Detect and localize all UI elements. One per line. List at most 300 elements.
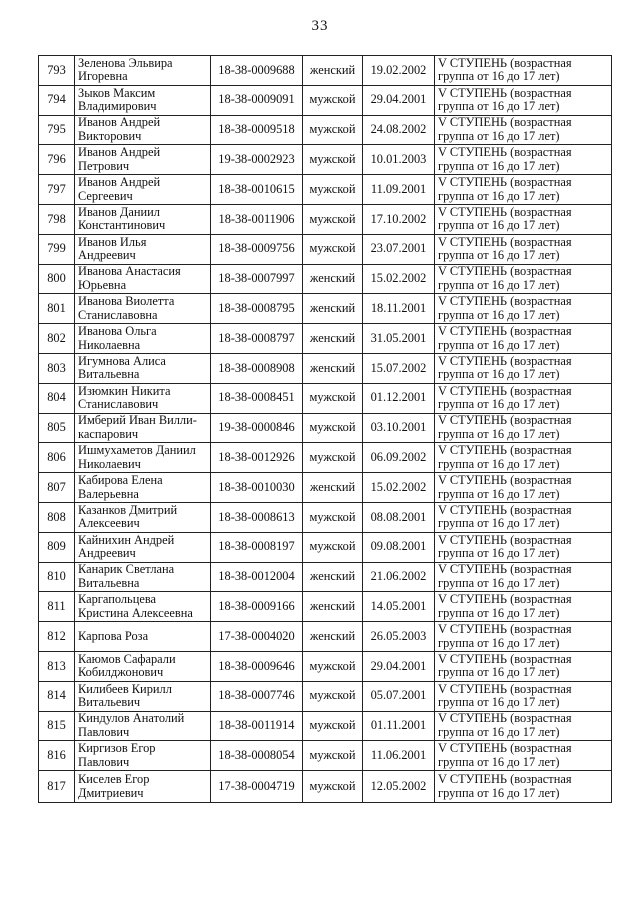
gender-cell [303,85,363,115]
row-number: 816 [47,747,66,762]
birth-date-cell [363,651,435,681]
level-cell [435,592,612,622]
level-cell [435,771,612,803]
person-name-line2: Константинович [78,218,166,233]
gender-cell [303,502,363,532]
person-name-line2: Павлович [78,724,130,739]
level-cell [435,473,612,503]
table-row [39,741,612,771]
birth-date: 18.11.2001 [370,301,427,316]
person-name-line1: Каюмов Сафарали [78,651,176,666]
person-name-cell [75,264,211,294]
birth-date: 23.07.2001 [370,241,427,256]
table-row [39,502,612,532]
gender-cell [303,234,363,264]
level-line1: V СТУПЕНЬ (возрастная [438,145,572,160]
birth-date-cell [363,532,435,562]
person-name-line2: каспарович [78,426,139,441]
uin-number: 18-38-0009688 [218,62,295,77]
person-name-line2: Дмитриевич [78,785,144,800]
uin-number: 18-38-0012004 [218,569,295,584]
person-name-cell [75,234,211,264]
birth-date-cell [363,353,435,383]
level-line2: группа от 16 до 17 лет) [438,248,560,263]
uin-number: 18-38-0009646 [218,658,295,673]
person-name-cell [75,532,211,562]
gender: мужской [309,390,356,405]
uin-cell [211,56,303,86]
level-cell [435,443,612,473]
row-number: 796 [47,152,66,167]
uin-cell [211,562,303,592]
level-cell [435,56,612,86]
gender-cell [303,353,363,383]
person-name-line1: Иванов Даниил [78,204,160,219]
row-number-cell [39,413,75,443]
uin-cell [211,115,303,145]
table-row [39,56,612,86]
level-cell [435,532,612,562]
person-name-line1: Иванов Андрей [78,175,161,190]
level-cell [435,413,612,443]
uin-number: 18-38-0009518 [218,122,295,137]
uin-number: 17-38-0004719 [218,778,295,793]
person-name-line1: Иванов Андрей [78,145,161,160]
row-number: 793 [47,62,66,77]
table-row [39,204,612,234]
uin-number: 18-38-0008451 [218,390,295,405]
person-name-line2: Сергеевич [78,188,133,203]
person-name-line1: Карпова Роза [78,628,149,643]
gender-cell [303,711,363,741]
gender-cell [303,592,363,622]
row-number: 794 [47,92,66,107]
uin-cell [211,592,303,622]
person-name-line2: Алексеевич [78,516,140,531]
row-number: 813 [47,658,66,673]
table-row [39,413,612,443]
gender-cell [303,383,363,413]
row-number: 800 [47,271,66,286]
level-line2: группа от 16 до 17 лет) [438,188,560,203]
uin-cell [211,324,303,354]
person-name-line2: Павлович [78,754,130,769]
person-name-cell [75,145,211,175]
uin-number: 18-38-0008795 [218,301,295,316]
birth-date-cell [363,562,435,592]
birth-date-cell [363,204,435,234]
uin-number: 18-38-0008908 [218,360,295,375]
row-number-cell [39,771,75,803]
uin-cell [211,741,303,771]
person-name-line1: Изюмкин Никита [78,383,171,398]
level-line2: группа от 16 до 17 лет) [438,277,560,292]
row-number: 806 [47,450,66,464]
row-number-cell [39,651,75,681]
gender: мужской [309,122,356,137]
gender-cell [303,741,363,771]
gender-cell [303,532,363,562]
level-line1: V СТУПЕНЬ (возрастная [438,353,572,368]
uin-cell [211,681,303,711]
row-number-cell [39,234,75,264]
person-name-cell [75,562,211,592]
uin-number: 18-38-0012926 [218,450,295,464]
level-line2: группа от 16 до 17 лет) [438,99,560,114]
row-number-cell [39,622,75,652]
gender-cell [303,115,363,145]
uin-number: 18-38-0010615 [218,181,295,196]
level-line1: V СТУПЕНЬ (возрастная [438,741,572,756]
row-number-cell [39,175,75,205]
level-line1: V СТУПЕНЬ (возрастная [438,175,572,190]
uin-number: 18-38-0007997 [218,271,295,286]
level-cell [435,204,612,234]
level-line2: группа от 16 до 17 лет) [438,546,560,561]
uin-cell [211,145,303,175]
birth-date: 21.06.2002 [370,569,427,584]
person-name-line1: Канарик Светлана [78,562,175,577]
page-number: 33 [311,18,329,34]
gender: мужской [309,152,356,167]
uin-cell [211,294,303,324]
level-line2: группа от 16 до 17 лет) [438,307,560,322]
level-cell [435,175,612,205]
row-number: 810 [47,569,66,584]
row-number: 808 [47,509,66,524]
birth-date: 03.10.2001 [370,420,427,435]
table-row [39,562,612,592]
level-cell [435,711,612,741]
row-number-cell [39,592,75,622]
level-line1: V СТУПЕНЬ (возрастная [438,383,572,398]
table-row [39,324,612,354]
person-name-cell [75,383,211,413]
birth-date: 29.04.2001 [370,658,427,673]
birth-date: 15.07.2002 [370,360,427,375]
row-number: 805 [47,420,66,435]
table-row [39,592,612,622]
table-row [39,353,612,383]
row-number-cell [39,56,75,86]
birth-date-cell [363,711,435,741]
table-row [39,711,612,741]
level-line2: группа от 16 до 17 лет) [438,128,560,143]
uin-cell [211,771,303,803]
uin-number: 18-38-0008197 [218,539,295,554]
table-row [39,532,612,562]
table-row [39,294,612,324]
uin-number: 18-38-0008613 [218,509,295,524]
level-cell [435,85,612,115]
gender: мужской [309,450,356,464]
level-line1: V СТУПЕНЬ (возрастная [438,294,572,309]
uin-cell [211,383,303,413]
birth-date-cell [363,681,435,711]
table-row [39,473,612,503]
level-cell [435,681,612,711]
level-cell [435,502,612,532]
uin-number: 18-38-0009166 [218,598,295,613]
gender: мужской [309,778,356,793]
level-line2: группа от 16 до 17 лет) [438,397,560,412]
person-name-line2: Юрьевна [78,277,127,292]
gender-cell [303,145,363,175]
person-name-cell [75,502,211,532]
birth-date-cell [363,175,435,205]
level-line1: V СТУПЕНЬ (возрастная [438,324,572,339]
uin-cell [211,204,303,234]
level-line1: V СТУПЕНЬ (возрастная [438,473,572,488]
gender-cell [303,264,363,294]
person-name-line2: Андреевич [78,546,136,561]
person-name-line2: Витальевич [78,695,141,710]
person-name-line1: Игумнова Алиса [78,353,166,368]
person-name-line1: Иванова Ольга [78,324,157,339]
person-name-cell [75,681,211,711]
level-line1: V СТУПЕНЬ (возрастная [438,562,572,577]
level-line2: группа от 16 до 17 лет) [438,724,560,739]
level-cell [435,651,612,681]
level-line1: V СТУПЕНЬ (возрастная [438,234,572,249]
row-number: 811 [47,598,66,613]
row-number-cell [39,443,75,473]
person-name-cell [75,56,211,86]
gender-cell [303,294,363,324]
birth-date: 26.05.2003 [370,628,427,643]
level-cell [435,562,612,592]
table-row [39,175,612,205]
uin-number: 18-38-0009756 [218,241,295,256]
person-name-cell [75,115,211,145]
gender-cell [303,175,363,205]
row-number: 795 [47,122,66,137]
person-name-cell [75,741,211,771]
table-row [39,651,612,681]
gender: мужской [309,539,356,554]
level-line2: группа от 16 до 17 лет) [438,337,560,352]
uin-number: 17-38-0004020 [218,628,295,643]
level-line1: V СТУПЕНЬ (возрастная [438,502,572,517]
birth-date: 08.08.2001 [370,509,427,524]
level-line1: V СТУПЕНЬ (возрастная [438,204,572,219]
gender: мужской [309,420,356,435]
uin-cell [211,711,303,741]
person-name-cell [75,622,211,652]
gender-cell [303,324,363,354]
birth-date-cell [363,413,435,443]
birth-date: 29.04.2001 [370,92,427,107]
person-name-cell [75,204,211,234]
birth-date: 15.02.2002 [370,271,427,286]
person-name-cell [75,85,211,115]
gender-cell [303,473,363,503]
level-line2: группа от 16 до 17 лет) [438,486,560,501]
person-name-line1: Зеленова Эльвира [78,55,173,70]
level-cell [435,324,612,354]
gender: мужской [309,92,356,107]
birth-date-cell [363,56,435,86]
table-row [39,115,612,145]
birth-date-cell [363,443,435,473]
level-line2: группа от 16 до 17 лет) [438,605,560,620]
level-line1: V СТУПЕНЬ (возрастная [438,651,572,666]
birth-date-cell [363,234,435,264]
person-name-line1: Кабирова Елена [78,473,163,488]
uin-cell [211,85,303,115]
uin-number: 18-38-0009091 [218,92,295,107]
level-line2: группа от 16 до 17 лет) [438,69,560,84]
level-line1: V СТУПЕНЬ (возрастная [438,85,572,100]
uin-cell [211,413,303,443]
row-number: 803 [47,360,66,375]
uin-number: 18-38-0008054 [218,747,295,762]
person-name-cell [75,592,211,622]
person-name-line2: Владимирович [78,99,157,114]
gender-cell [303,622,363,652]
row-number: 799 [47,241,66,256]
birth-date: 06.09.2002 [370,450,427,464]
birth-date: 24.08.2002 [370,122,427,137]
level-line2: группа от 16 до 17 лет) [438,456,560,471]
row-number: 804 [47,390,66,405]
person-name-line1: Имберий Иван Вилли- [78,413,197,428]
person-name-line2: Игоревна [78,69,128,84]
person-name-cell [75,175,211,205]
level-line1: V СТУПЕНЬ (возрастная [438,772,572,787]
row-number-cell [39,741,75,771]
level-line2: группа от 16 до 17 лет) [438,785,560,800]
uin-cell [211,651,303,681]
birth-date: 05.07.2001 [370,688,427,703]
birth-date-cell [363,264,435,294]
person-name-line1: Иванов Илья [78,234,147,249]
level-line1: V СТУПЕНЬ (возрастная [438,55,572,70]
person-name-cell [75,294,211,324]
person-name-line2: Викторович [78,128,142,143]
row-number-cell [39,264,75,294]
gender-cell [303,443,363,473]
birth-date-cell [363,771,435,803]
gender-cell [303,413,363,443]
level-line1: V СТУПЕНЬ (возрастная [438,622,572,637]
gender: мужской [309,658,356,673]
person-name-line1: Зыков Максим [78,85,156,100]
table-row [39,622,612,652]
person-name-line1: Иванов Андрей [78,115,161,130]
gender-cell [303,204,363,234]
person-name-cell [75,711,211,741]
level-line1: V СТУПЕНЬ (возрастная [438,711,572,726]
person-name-line2: Станиславовна [78,307,158,322]
birth-date-cell [363,85,435,115]
level-line2: группа от 16 до 17 лет) [438,218,560,233]
level-line2: группа от 16 до 17 лет) [438,635,560,650]
table-row [39,85,612,115]
uin-number: 18-38-0011906 [218,211,295,226]
uin-cell [211,532,303,562]
level-line2: группа от 16 до 17 лет) [438,158,560,173]
gender: женский [309,628,356,643]
table-row [39,264,612,294]
uin-number: 18-38-0008797 [218,330,295,345]
uin-number: 18-38-0007746 [218,688,295,703]
gender-cell [303,771,363,803]
row-number: 809 [47,539,66,554]
level-line2: группа от 16 до 17 лет) [438,426,560,441]
gender-cell [303,681,363,711]
person-name-line2: Андреевич [78,248,136,263]
uin-number: 19-38-0002923 [218,152,295,167]
table-row [39,771,612,803]
table-row [39,145,612,175]
row-number-cell [39,324,75,354]
table-row [39,443,612,473]
uin-cell [211,473,303,503]
gender-cell [303,651,363,681]
gender: женский [309,479,356,494]
gender: мужской [309,181,356,196]
person-name-line1: Ишмухаметов Даниил [78,443,196,458]
person-name-line1: Каргапольцева [78,592,157,607]
row-number-cell [39,681,75,711]
row-number: 807 [47,479,66,494]
gender: мужской [309,718,356,733]
level-cell [435,145,612,175]
uin-cell [211,264,303,294]
uin-cell [211,234,303,264]
person-name-line2: Кристина Алексеевна [78,605,193,620]
uin-cell [211,622,303,652]
row-number-cell [39,353,75,383]
row-number-cell [39,145,75,175]
birth-date-cell [363,324,435,354]
birth-date: 15.02.2002 [370,479,427,494]
birth-date: 19.02.2002 [370,62,427,77]
uin-cell [211,353,303,383]
level-line2: группа от 16 до 17 лет) [438,367,560,382]
person-name-line2: Кобилджонович [78,665,164,680]
level-line1: V СТУПЕНЬ (возрастная [438,413,572,428]
person-name-line1: Казанков Дмитрий [78,502,178,517]
birth-date: 12.05.2002 [370,778,427,793]
person-name-cell [75,413,211,443]
gender-cell [303,562,363,592]
row-number-cell [39,115,75,145]
row-number: 798 [47,211,66,226]
uin-cell [211,175,303,205]
row-number: 814 [47,688,66,703]
level-line2: группа от 16 до 17 лет) [438,695,560,710]
row-number: 817 [47,778,66,793]
gender: женский [309,301,356,316]
table-row [39,681,612,711]
person-name-cell [75,651,211,681]
person-name-line1: Киселев Егор [78,772,150,787]
gender: мужской [309,241,356,256]
birth-date-cell [363,115,435,145]
person-name-cell [75,473,211,503]
birth-date-cell [363,502,435,532]
row-number-cell [39,473,75,503]
gender: женский [309,598,356,613]
gender: женский [309,62,356,77]
birth-date-cell [363,473,435,503]
person-name-cell [75,324,211,354]
level-cell [435,115,612,145]
person-name-line1: Кайнихин Андрей [78,532,175,547]
row-number-cell [39,383,75,413]
